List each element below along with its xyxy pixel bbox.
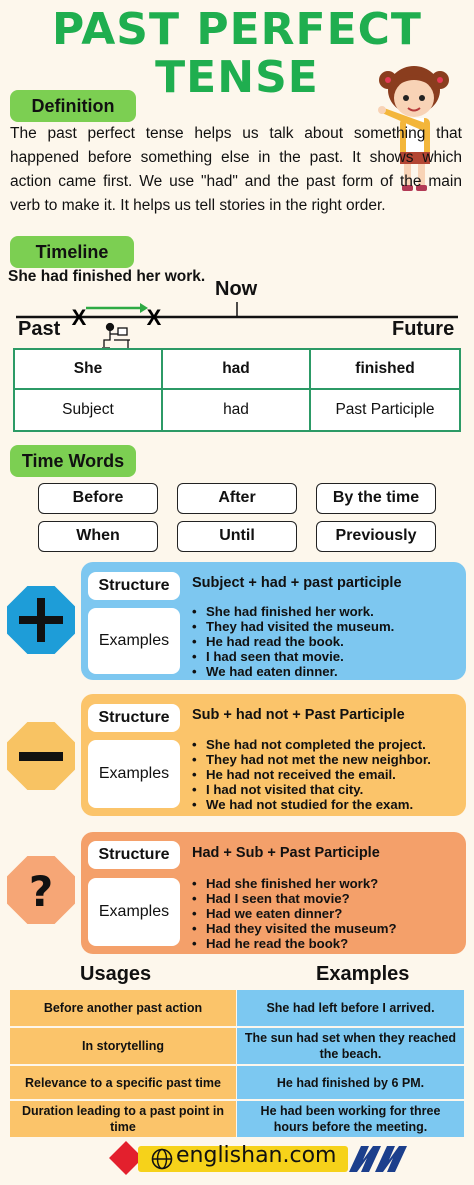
table-cell: Subject — [15, 390, 163, 430]
affirmative-examples-label: Examples — [88, 608, 180, 674]
question-examples-label: Examples — [88, 878, 180, 946]
list-item: • Had they visited the museum? — [192, 921, 397, 936]
list-item: • I had not visited that city. — [192, 782, 431, 797]
question-formula: Had + Sub + Past Participle — [192, 845, 380, 861]
time-word-chip: After — [177, 483, 297, 514]
timeline-past-label: Past — [18, 318, 61, 340]
list-item: • They had not met the new neighbor. — [192, 752, 431, 767]
page-title-line-1: PAST PERFECT — [52, 4, 422, 55]
negative-examples-list — [192, 737, 431, 812]
list-item: • Had we eaten dinner? — [192, 906, 397, 921]
list-item: • She had not completed the project. — [192, 737, 431, 752]
sentence-breakdown-table — [13, 348, 461, 432]
examples-heading: Examples — [316, 963, 410, 985]
question-mark-icon — [7, 856, 75, 924]
negative-structure-label: Structure — [88, 704, 180, 732]
negative-octagon — [7, 722, 75, 790]
second-action-marker: X — [146, 305, 162, 330]
footer-site-link[interactable]: englishan.com — [176, 1143, 337, 1168]
first-action-marker: X — [71, 305, 87, 330]
time-word-chip: Before — [38, 483, 158, 514]
timeline-label: Timeline — [10, 236, 134, 268]
usage-row — [10, 990, 464, 1026]
affirmative-octagon — [7, 586, 75, 654]
page-title-line-2: TENSE — [155, 52, 319, 103]
usage-cell: Before another past action — [10, 990, 237, 1026]
list-item: • Had I seen that movie? — [192, 891, 397, 906]
usage-row — [10, 1066, 464, 1099]
svg-text:?: ? — [28, 867, 54, 916]
affirmative-formula: Subject + had + past participle — [192, 575, 402, 591]
definition-text: The past perfect tense helps us talk about something that happened before something else in the past. It shows which action came first. We use "had" and the past form of the main verb to make it. It helps us tell stories in the right order. — [10, 125, 462, 214]
time-word-chip: Previously — [316, 521, 436, 552]
usage-example-cell: He had been working for three hours before the meeting. — [237, 1101, 464, 1137]
plus-icon — [7, 586, 75, 654]
table-header-cell: finished — [311, 350, 459, 390]
time-word-chip: Until — [177, 521, 297, 552]
timeline-future-label: Future — [392, 318, 455, 340]
table-header-cell: She — [15, 350, 163, 390]
table-header-cell: had — [163, 350, 311, 390]
table-cell: had — [163, 390, 311, 430]
affirmative-structure-label: Structure — [88, 572, 180, 600]
table-cell: Past Participle — [335, 401, 435, 418]
list-item: • She had finished her work. — [192, 604, 394, 619]
usage-example-cell: The sun had set when they reached the beach. — [237, 1028, 464, 1064]
question-octagon — [7, 856, 75, 924]
usage-row — [10, 1101, 464, 1137]
time-word-chip: When — [38, 521, 158, 552]
list-item: • Had she finished her work? — [192, 876, 397, 891]
list-item: • They had visited the museum. — [192, 619, 394, 634]
time-word-chip: By the time — [316, 483, 436, 514]
brand-logo-icon — [349, 1144, 407, 1174]
usages-heading: Usages — [80, 963, 152, 985]
definition-label: Definition — [10, 90, 136, 122]
usage-example-cell: He had finished by 6 PM. — [237, 1066, 464, 1099]
list-item: • Had he read the book? — [192, 936, 397, 951]
question-examples-list — [192, 876, 397, 951]
list-item: • We had not studied for the exam. — [192, 797, 431, 812]
negative-examples-label: Examples — [88, 740, 180, 808]
timeline-now-label: Now — [215, 278, 258, 300]
list-item: • He had read the book. — [192, 634, 394, 649]
usage-cell: In storytelling — [10, 1028, 237, 1064]
list-item: • I had seen that movie. — [192, 649, 394, 664]
affirmative-examples-list — [192, 604, 394, 679]
timeline-caption: She had finished her work. — [8, 268, 206, 285]
time-words-label: Time Words — [10, 445, 136, 477]
usage-cell: Duration leading to a past point in time — [10, 1101, 237, 1137]
globe-icon — [151, 1148, 173, 1170]
list-item: • He had not received the email. — [192, 767, 431, 782]
question-structure-label: Structure — [88, 841, 180, 869]
usage-row — [10, 1028, 464, 1064]
usage-cell: Relevance to a specific past time — [10, 1066, 237, 1099]
usage-example-cell: She had left before I arrived. — [237, 990, 464, 1026]
minus-icon — [7, 722, 75, 790]
desk-worker-icon — [102, 324, 130, 349]
list-item: • We had eaten dinner. — [192, 664, 394, 679]
negative-formula: Sub + had not + Past Participle — [192, 707, 405, 723]
